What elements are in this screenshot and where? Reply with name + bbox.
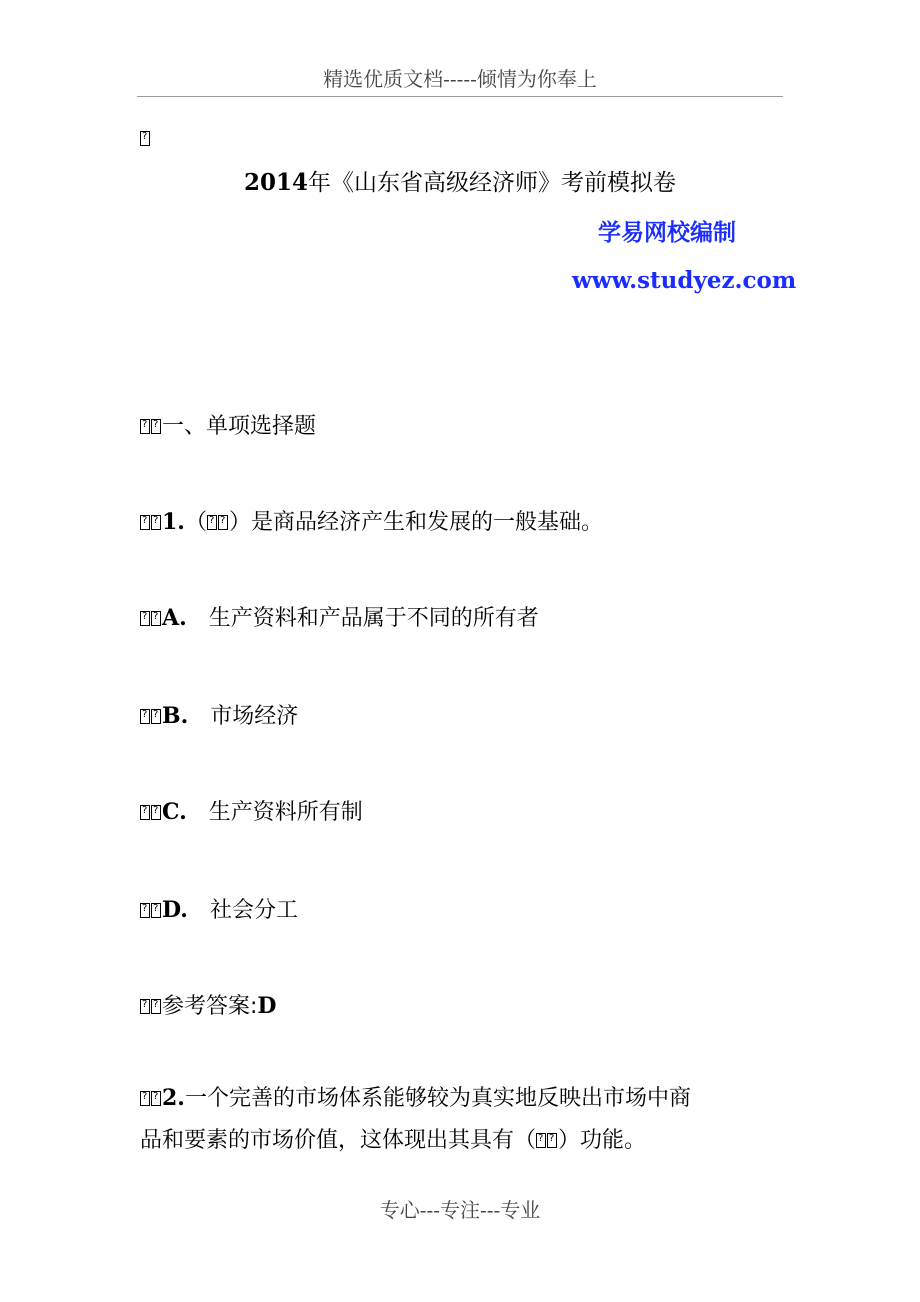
missing-glyph-icon — [140, 1091, 150, 1106]
missing-glyph-icon — [207, 515, 217, 530]
missing-glyph-icon — [140, 709, 150, 724]
option-label: A. — [162, 605, 187, 631]
question-1-stem: ??1.（?? ）是商品经济产生和发展的一般基础。 — [140, 505, 603, 536]
question-number: 1. — [162, 509, 185, 535]
option-label: D. — [162, 897, 188, 923]
option-text: 市场经济 — [210, 704, 299, 729]
publisher-url[interactable]: www.studyez.com — [572, 267, 797, 294]
question-2-stem: ??2.一个完善的市场体系能够较为真实地反映出市场中商 品和要素的市场价值，这体现出其具有（?? ）功能。 — [140, 1077, 780, 1162]
missing-glyph-icon — [151, 419, 161, 434]
missing-glyph-icon — [218, 515, 228, 530]
title-year: 2014 — [243, 169, 308, 196]
missing-glyph-icon — [140, 999, 150, 1014]
document-title — [0, 166, 920, 200]
missing-glyph-icon — [140, 611, 150, 626]
missing-glyph-icon — [151, 1091, 161, 1106]
option-text: 生产资料和产品属于不同的所有者 — [208, 606, 539, 631]
missing-glyph-icon — [140, 515, 150, 530]
answer-value: D — [257, 993, 277, 1019]
missing-glyph-icon — [151, 515, 161, 530]
answer-line — [140, 989, 277, 1020]
page-header: 精选优质文档-----倾情为你奉上 — [137, 62, 783, 97]
missing-glyph-icon — [547, 1133, 557, 1148]
option-c — [140, 795, 363, 826]
missing-glyph-icon — [151, 709, 161, 724]
option-d — [140, 893, 298, 924]
option-b — [140, 699, 298, 730]
option-label: B. — [162, 703, 189, 729]
answer-label: 参考答案: — [162, 994, 258, 1019]
placeholder-glyph — [140, 126, 151, 151]
publisher-name: 学易网校编制 — [598, 220, 736, 246]
missing-glyph-icon — [151, 611, 161, 626]
missing-glyph-icon — [140, 903, 150, 918]
missing-glyph-icon — [140, 131, 150, 146]
option-a — [140, 601, 539, 632]
missing-glyph-icon — [140, 805, 150, 820]
missing-glyph-icon — [151, 999, 161, 1014]
page-footer: 专心---专注---专业 — [379, 1198, 541, 1222]
option-text: 生产资料所有制 — [208, 800, 363, 825]
missing-glyph-icon — [151, 805, 161, 820]
missing-glyph-icon — [536, 1133, 546, 1148]
option-label: C. — [162, 799, 187, 825]
title-text: 年《山东省高级经济师》考前模拟卷 — [308, 170, 676, 196]
missing-glyph-icon — [140, 419, 150, 434]
missing-glyph-icon — [151, 903, 161, 918]
section-heading: ??一、单项选择题 — [140, 409, 316, 440]
option-text: 社会分工 — [209, 898, 298, 923]
question-number: 2. — [162, 1085, 185, 1111]
